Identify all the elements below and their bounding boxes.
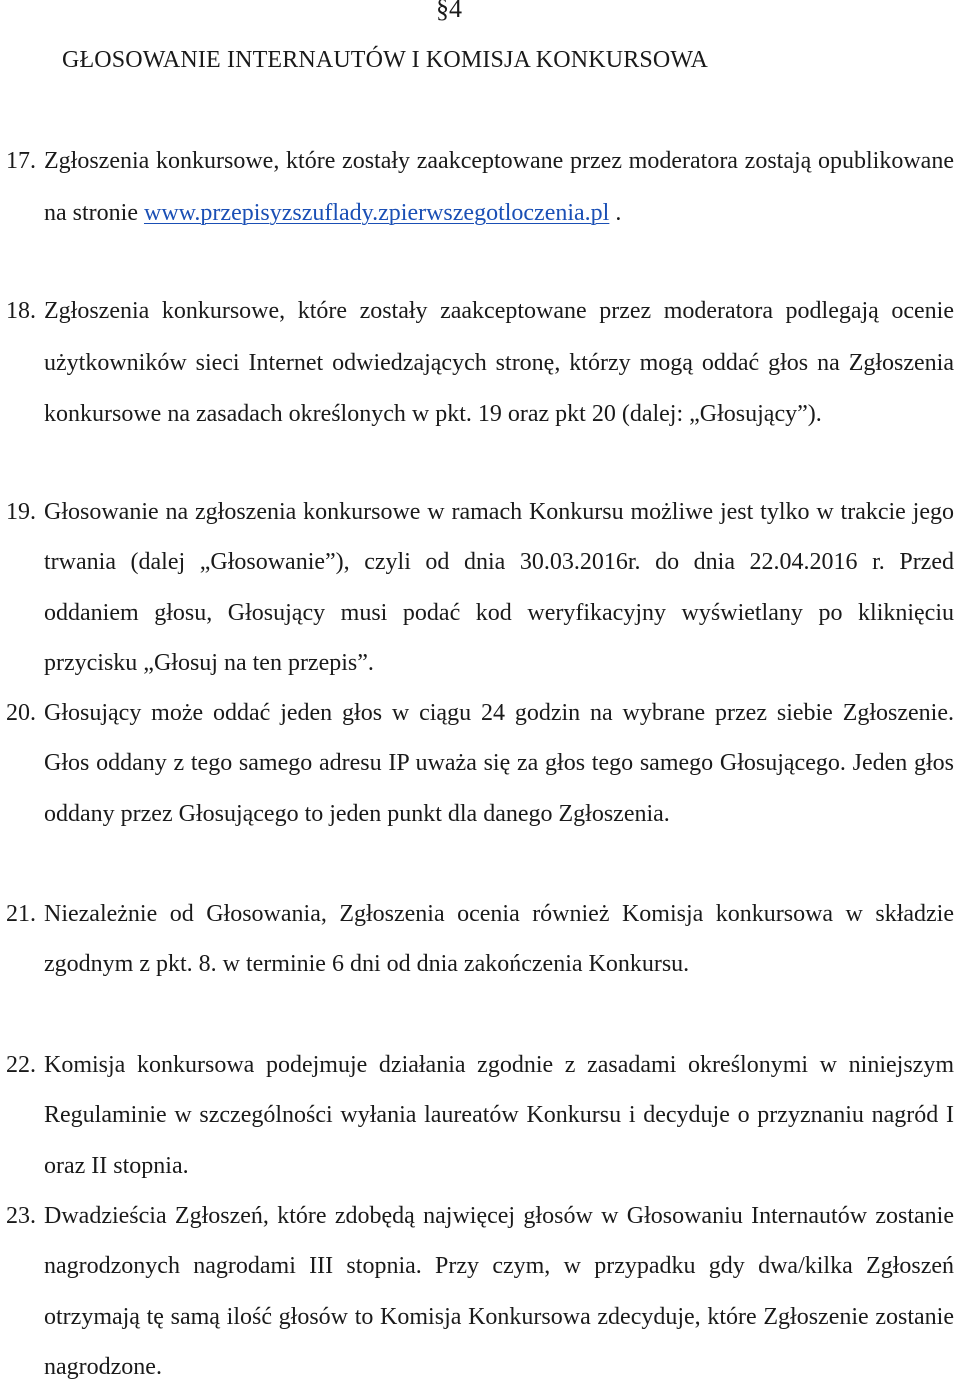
- item-text: Głosujący może oddać jeden głos w ciągu 24 godzin na wybrane przez siebie Zgłoszenie. Głos oddany z tego samego adresu IP uważa się za głos tego samego Głosującego. Jeden głos oddany przez Głosującego to jeden punkt dla danego Zgłoszenia.: [44, 700, 954, 827]
- item-text: Niezależnie od Głosowania, Zgłoszenia ocenia również Komisja konkursowa w składzie zgodnym z pkt. 8. w terminie 6 dni od dnia zakończenia Konkursu.: [44, 901, 954, 978]
- item-text: Dwadzieścia Zgłoszeń, które zdobędą najwięcej głosów w Głosowaniu Internautów zostanie nagrodzonych nagrodami III stopnia. Przy czym, w przypadku gdy dwa/kilka Zgłoszeń otrzymają tę samą ilość głosów to Komisja Konkursowa zdecyduje, które Zgłoszenie zostanie nagrodzone.: [44, 1203, 954, 1380]
- item-text: Zgłoszenia konkursowe, które zostały zaakceptowane przez moderatora podlegają ocenie użytkowników sieci Internet odwiedzających stronę, którzy mogą oddać głos na Zgłoszenia konkursowe na zasadach określonych w pkt. 19 oraz pkt 20 (dalej: „Głosujący”).: [44, 298, 954, 427]
- section-number: §4: [436, 0, 462, 23]
- item-text: [44, 136, 954, 239]
- item-number: 17.: [6, 148, 36, 174]
- item-text: Głosowanie na zgłoszenia konkursowe w ramach Konkursu możliwe jest tylko w trakcie jego trwania (dalej „Głosowanie”), czyli od dnia 30.03.2016r. do dnia 22.04.2016 r. Przed oddaniem głosu, Głosujący musi podać kod weryfikacyjny wyświetlany po kliknięciu przycisku „Głosuj na ten przepis”.: [44, 499, 954, 676]
- item-number: 21.: [6, 901, 36, 927]
- item-number: 18.: [6, 298, 36, 324]
- section-heading: GŁOSOWANIE INTERNAUTÓW I KOMISJA KONKURSOWA: [62, 47, 708, 73]
- item-text: Komisja konkursowa podejmuje działania zgodnie z zasadami określonymi w niniejszym Regulaminie w szczególności wyłania laureatów Konkursu i decyduje o przyznaniu nagród I oraz II stopnia.: [44, 1052, 954, 1179]
- item-number: 23.: [6, 1203, 36, 1229]
- item-text-part: Zgłoszenia konkursowe, które zostały zaakceptowane przez moderatora zostają opublikowane na stronie: [44, 148, 954, 226]
- website-link[interactable]: www.przepisyzszuflady.zpierwszegotloczenia.pl: [143, 199, 610, 226]
- item-number: 19.: [6, 499, 36, 525]
- item-text-part: .: [609, 199, 622, 226]
- item-number: 20.: [6, 700, 36, 726]
- item-number: 22.: [6, 1052, 36, 1078]
